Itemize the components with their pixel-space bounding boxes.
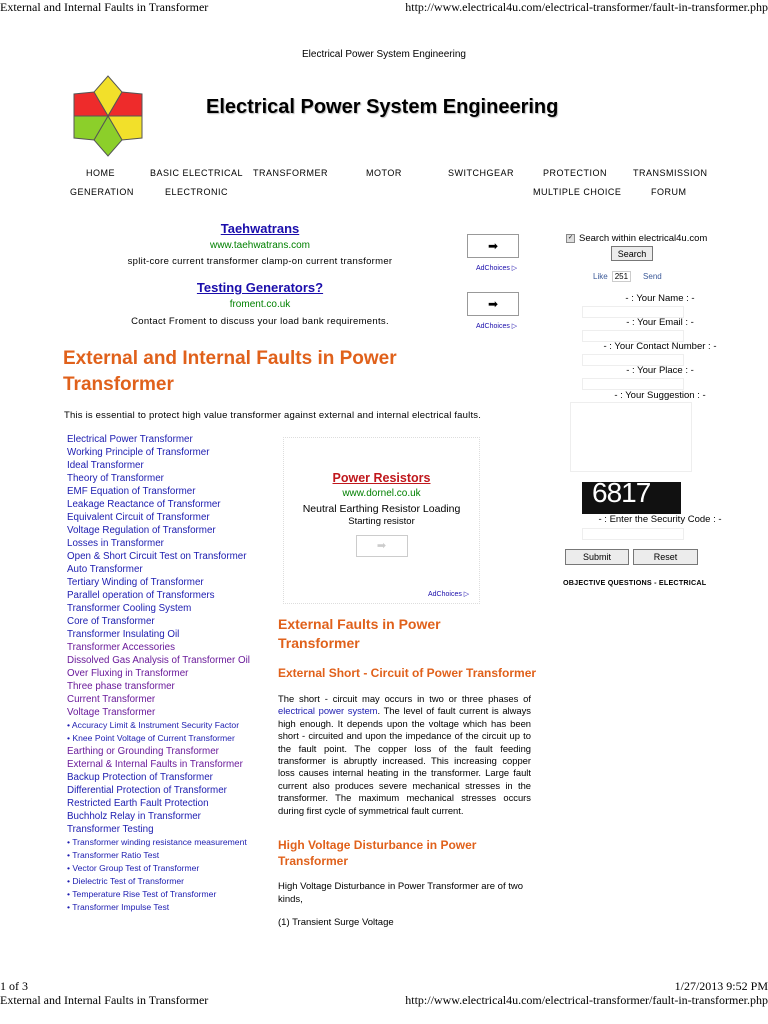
nav-basic-electrical[interactable]: BASIC ELECTRICAL [150,168,244,178]
nav-multiple-choice[interactable]: MULTIPLE CHOICE [533,187,622,197]
external-faults-heading: External Faults in Power Transformer [278,616,441,651]
topic-link[interactable]: • Dielectric Test of Transformer [67,876,184,886]
nav-switchgear[interactable]: SWITCHGEAR [448,168,515,178]
ad-2-text: Contact Froment to discuss your load bank requirements. [131,316,389,327]
topic-link[interactable]: Buchholz Relay in Transformer [67,811,201,822]
footer-datetime: 1/27/2013 9:52 PM [674,979,768,993]
topic-link[interactable]: • Transformer Ratio Test [67,850,160,860]
topic-link[interactable]: Over Fluxing in Transformer [67,668,189,679]
site-title: Electrical Power System Engineering [206,96,559,118]
topic-link[interactable]: External & Internal Faults in Transformer [67,759,243,770]
arrow-right-icon: ➡ [487,297,499,311]
topic-link[interactable]: Differential Protection of Transformer [67,785,227,796]
arrow-right-icon: ➡ [487,239,499,253]
checkbox-icon[interactable]: ✓ [567,235,574,241]
ad-2-adchoices[interactable]: AdChoices ▷ [476,323,518,330]
nav-forum[interactable]: FORUM [651,187,687,197]
nav-home[interactable]: HOME [86,168,115,178]
nav-generation[interactable]: GENERATION [70,187,134,197]
security-label: - : Enter the Security Code : - [598,514,722,525]
topic-link[interactable]: Leakage Reactance of Transformer [67,499,221,510]
inner-ad-line2: Starting resistor [348,516,415,527]
transient-surge-item: (1) Transient Surge Voltage [278,917,394,928]
place-label: - : Your Place : - [626,365,694,376]
topic-link[interactable]: Transformer Cooling System [67,603,192,614]
nav-protection[interactable]: PROTECTION [543,168,608,178]
topic-link[interactable]: Parallel operation of Transformers [67,590,215,601]
suggestion-label: - : Your Suggestion : - [614,390,706,401]
like-widget [593,271,662,282]
contact-label: - : Your Contact Number : - [603,341,717,352]
topic-link[interactable]: • Accuracy Limit & Instrument Security Factor [67,720,240,730]
topic-link[interactable]: Voltage Transformer [67,707,156,718]
inner-ad-url[interactable]: www.dornel.co.uk [342,488,421,499]
topic-link[interactable]: Backup Protection of Transformer [67,772,213,783]
inner-ad-title[interactable]: Power Resistors [332,471,431,485]
topic-link[interactable]: Restricted Earth Fault Protection [67,798,209,809]
topic-link[interactable]: Tertiary Winding of Transformer [67,577,204,588]
topic-link[interactable]: Transformer Accessories [67,642,175,653]
like-button[interactable]: Like [593,272,608,281]
arrow-right-icon: ➡ [376,540,387,552]
topic-link[interactable]: Losses in Transformer [67,538,164,549]
place-input[interactable] [582,378,684,390]
topic-link[interactable]: Current Transformer [67,694,156,705]
ad-1-arrow-button[interactable] [467,234,519,258]
search-scope[interactable] [566,233,707,244]
inner-ad [283,437,480,604]
topic-link[interactable]: Open & Short Circuit Test on Transformer [67,551,247,562]
security-input[interactable] [582,528,684,540]
topic-link[interactable]: Voltage Regulation of Transformer [67,525,216,536]
ad-1-title[interactable]: Taehwatrans [220,221,300,236]
site-small-title: Electrical Power System Engineering [302,49,466,60]
article-intro: This is essential to protect high value transformer against external and internal electrical faults. [64,410,482,421]
inner-ad-adchoices[interactable]: AdChoices ▷ [428,591,470,598]
ad-1-url[interactable]: www.taehwatrans.com [209,240,311,251]
topic-link[interactable]: Electrical Power Transformer [67,434,193,445]
external-short-paragraph: The short - circuit may occurs in two or three phases of electrical power system. The level of fault current is always high enough. It depends upon the voltage which has been short - circuited and upon the impedance of the circuit up to the fault point. The copper loss of the fault feeding transformer is abruptly increased. This increasing copper loss causes internal heating in the transformer. Large fault current also produces severe mechanical stresses in the transformer. The maximum mechanical stresses occurs during first cycle of symmetrical fault current. [278,693,531,816]
topic-link[interactable]: Three phase transformer [67,681,175,692]
topic-link[interactable]: • Vector Group Test of Transformer [67,863,200,873]
footer-url: http://www.electrical4u.com/electrical-transformer/fault-in-transformer.php [405,993,768,1007]
hv-disturbance-heading: High Voltage Disturbance in Power Transformer [278,838,477,868]
search-button[interactable]: Search [611,246,653,261]
topic-link[interactable]: • Transformer winding resistance measurement [67,837,247,847]
inner-ad-line1: Neutral Earthing Resistor Loading [302,503,461,515]
send-button[interactable]: Send [643,272,662,281]
print-header-title: External and Internal Faults in Transformer [0,0,209,14]
topic-link[interactable]: Equivalent Circuit of Transformer [67,512,210,523]
objective-questions-link[interactable]: OBJECTIVE QUESTIONS - ELECTRICAL [563,578,707,587]
submit-button[interactable]: Submit [565,549,629,565]
topic-link[interactable]: Transformer Testing [67,824,154,835]
topic-link[interactable]: Working Principle of Transformer [67,447,210,458]
name-label: - : Your Name : - [625,293,695,304]
nav-transmission[interactable]: TRANSMISSION [633,168,708,178]
nav-transformer[interactable]: TRANSFORMER [253,168,328,178]
ad-1-adchoices[interactable]: AdChoices ▷ [476,265,518,272]
inner-ad-arrow-button[interactable] [356,535,408,557]
external-short-heading: External Short - Circuit of Power Transformer [278,666,537,680]
topic-link[interactable]: Theory of Transformer [67,473,164,484]
topic-link[interactable]: Dissolved Gas Analysis of Transformer Oil [67,655,250,666]
search-scope-label: Search within electrical4u.com [579,233,708,244]
topic-link[interactable]: • Knee Point Voltage of Current Transformer [67,733,235,743]
ad-2-arrow-button[interactable] [467,292,519,316]
topic-link[interactable]: • Transformer Impulse Test [67,902,170,912]
topic-link[interactable]: Core of Transformer [67,616,155,627]
topic-link[interactable]: Earthing or Grounding Transformer [67,746,219,757]
email-label: - : Your Email : - [626,317,694,328]
ad-2-title[interactable]: Testing Generators? [196,280,324,295]
like-count: 251 [612,271,631,282]
topic-link[interactable]: Transformer Insulating Oil [67,629,180,640]
topic-link-list [67,433,277,914]
footer-page-number: 1 of 3 [0,979,28,993]
topic-link[interactable]: • Temperature Rise Test of Transformer [67,889,217,899]
site-logo [62,72,154,160]
hv-disturbance-text: High Voltage Disturbance in Power Transformer are of two kinds, [278,881,524,905]
article-title: External and Internal Faults in Power Transformer [63,348,397,395]
electrical-power-system-link[interactable]: electrical power system [278,705,378,717]
nav-electronic[interactable]: ELECTRONIC [165,187,229,197]
ad-block-1 [100,221,420,267]
suggestion-textarea[interactable] [570,402,692,472]
topic-link[interactable]: EMF Equation of Transformer [67,486,196,497]
ad-block-2 [100,280,420,327]
ad-2-url[interactable]: froment.co.uk [229,299,291,310]
ad-1-text: split-core current transformer clamp-on current transformer [127,256,393,267]
reset-button[interactable]: Reset [633,549,698,565]
print-header-url: http://www.electrical4u.com/electrical-transformer/fault-in-transformer.php [405,0,768,14]
topic-link[interactable]: Auto Transformer [67,564,143,575]
nav-motor[interactable]: MOTOR [366,168,402,178]
footer-title: External and Internal Faults in Transformer [0,993,209,1007]
captcha-image: 6817 [582,482,681,514]
topic-link[interactable]: Ideal Transformer [67,460,144,471]
